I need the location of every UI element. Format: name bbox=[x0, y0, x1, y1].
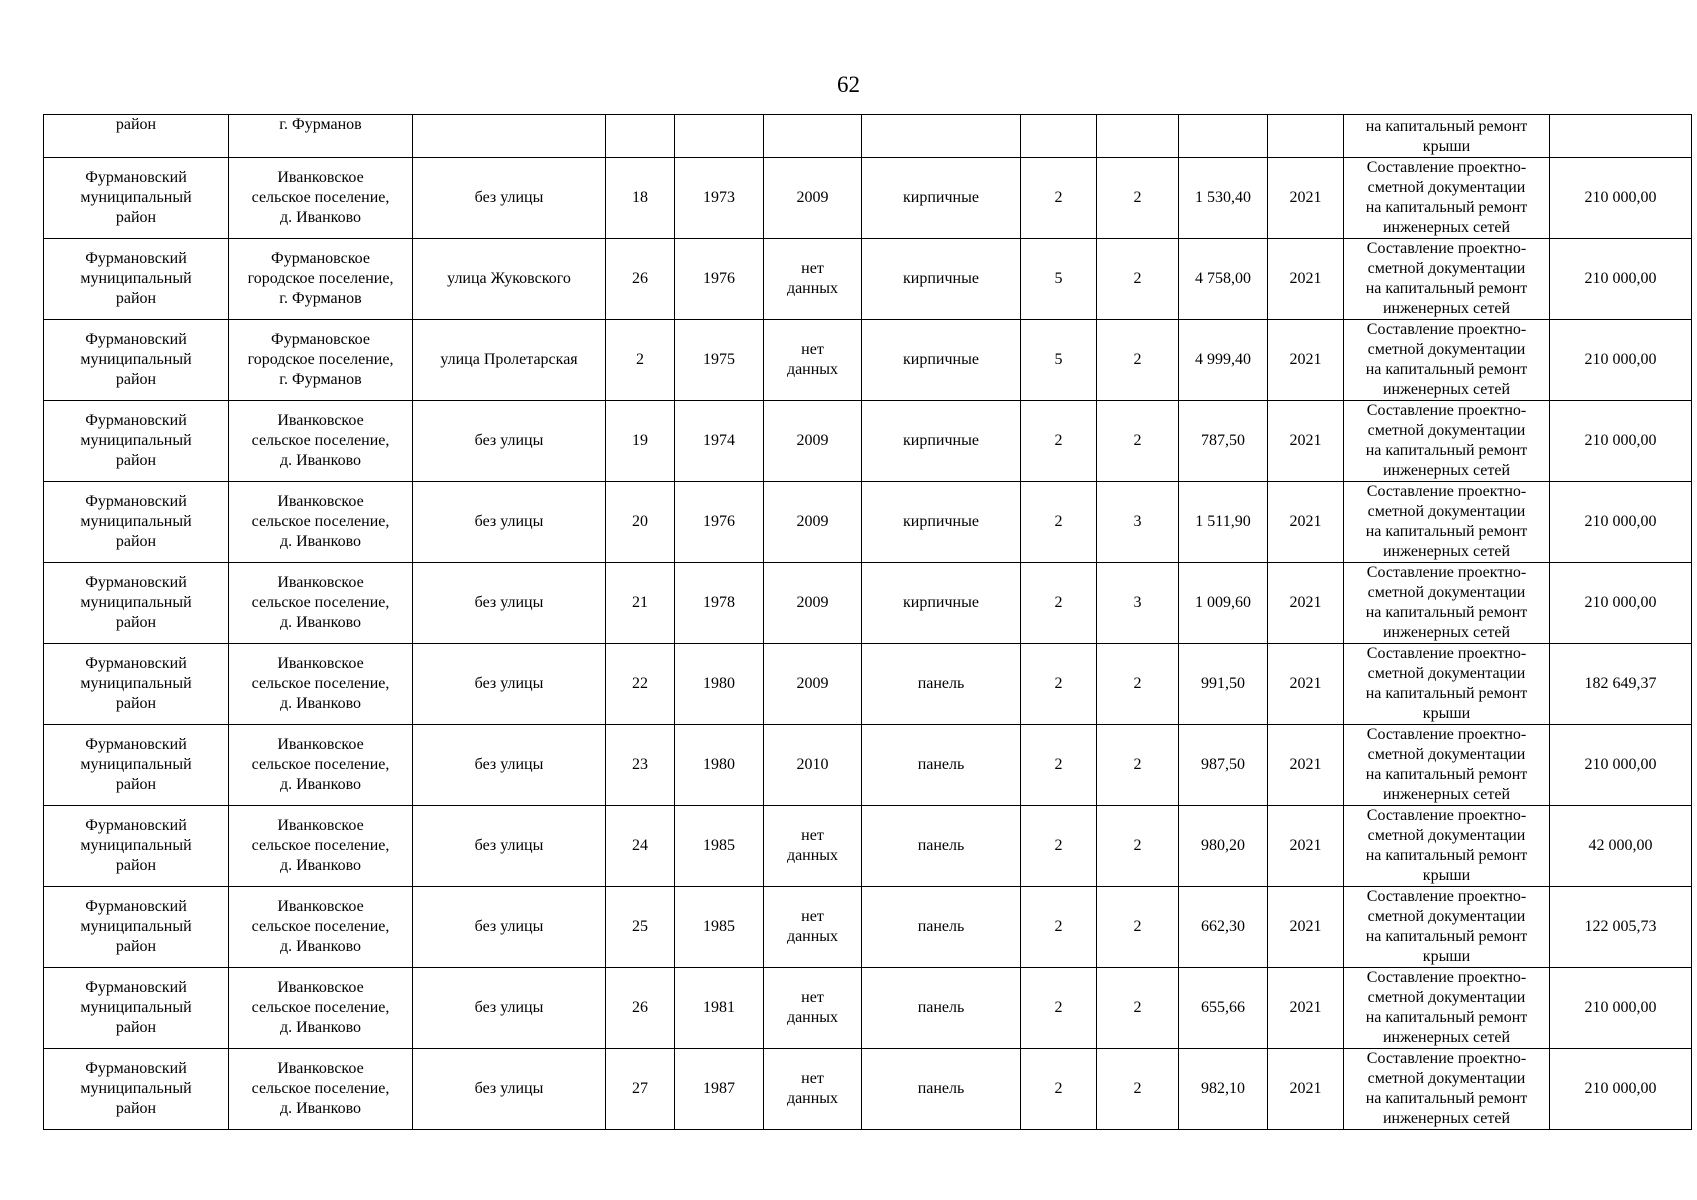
cell-walls: кирпичные bbox=[862, 158, 1021, 239]
cell-floors: 5 bbox=[1021, 239, 1097, 320]
cell-built: 1975 bbox=[675, 320, 764, 401]
cell-walls: панель bbox=[862, 1049, 1021, 1130]
cell-built: 1973 bbox=[675, 158, 764, 239]
table-row bbox=[44, 644, 1692, 725]
cell-cost: 182 649,37 bbox=[1550, 644, 1692, 725]
cell-walls: кирпичные bbox=[862, 482, 1021, 563]
cell-walls: панель bbox=[862, 968, 1021, 1049]
table-row bbox=[44, 401, 1692, 482]
cell-last-repair: 2010 bbox=[764, 725, 862, 806]
cell-settlement: Иванковское сельское поселение, д. Иванково bbox=[229, 563, 413, 644]
cell-year: 2021 bbox=[1268, 644, 1344, 725]
cell-cost: 210 000,00 bbox=[1550, 725, 1692, 806]
cell-street: без улицы bbox=[413, 806, 606, 887]
cell-year: 2021 bbox=[1268, 320, 1344, 401]
cell-area: 982,10 bbox=[1179, 1049, 1268, 1130]
cell-street: без улицы bbox=[413, 725, 606, 806]
cell-built: 1974 bbox=[675, 401, 764, 482]
cell-floors: 2 bbox=[1021, 401, 1097, 482]
cell-built: 1980 bbox=[675, 725, 764, 806]
cell-year: 2021 bbox=[1268, 158, 1344, 239]
cell-last-repair: нет данных bbox=[764, 806, 862, 887]
cell-year: 2021 bbox=[1268, 968, 1344, 1049]
cell-work: Составление проектно- сметной документации на капитальный ремонт инженерных сетей bbox=[1344, 563, 1550, 644]
cell-last-repair bbox=[764, 115, 862, 158]
cell-floors: 2 bbox=[1021, 968, 1097, 1049]
cell-settlement: Иванковское сельское поселение, д. Иванково bbox=[229, 1049, 413, 1130]
cell-district: Фурмановский муниципальный район bbox=[44, 887, 229, 968]
cell-floors: 2 bbox=[1021, 563, 1097, 644]
cell-district: Фурмановский муниципальный район bbox=[44, 968, 229, 1049]
cell-area: 987,50 bbox=[1179, 725, 1268, 806]
cell-year: 2021 bbox=[1268, 806, 1344, 887]
cell-district: Фурмановский муниципальный район bbox=[44, 320, 229, 401]
cell-last-repair: нет данных bbox=[764, 968, 862, 1049]
cell-area: 1 530,40 bbox=[1179, 158, 1268, 239]
housing-repair-table bbox=[43, 114, 1692, 1130]
cell-entrances: 2 bbox=[1097, 1049, 1179, 1130]
cell-work: Составление проектно- сметной документации на капитальный ремонт инженерных сетей bbox=[1344, 239, 1550, 320]
cell-settlement: г. Фурманов bbox=[229, 115, 413, 158]
cell-entrances: 2 bbox=[1097, 401, 1179, 482]
cell-floors: 2 bbox=[1021, 644, 1097, 725]
cell-last-repair: 2009 bbox=[764, 401, 862, 482]
cell-entrances bbox=[1097, 115, 1179, 158]
cell-entrances: 2 bbox=[1097, 725, 1179, 806]
cell-walls: кирпичные bbox=[862, 239, 1021, 320]
cell-floors: 2 bbox=[1021, 482, 1097, 563]
cell-built: 1981 bbox=[675, 968, 764, 1049]
cell-work: Составление проектно- сметной документации на капитальный ремонт инженерных сетей bbox=[1344, 1049, 1550, 1130]
cell-entrances: 3 bbox=[1097, 563, 1179, 644]
cell-walls bbox=[862, 115, 1021, 158]
cell-floors: 2 bbox=[1021, 1049, 1097, 1130]
cell-entrances: 2 bbox=[1097, 806, 1179, 887]
cell-work: Составление проектно- сметной документации на капитальный ремонт крыши bbox=[1344, 644, 1550, 725]
table-row bbox=[44, 320, 1692, 401]
cell-cost: 210 000,00 bbox=[1550, 239, 1692, 320]
cell-cost: 210 000,00 bbox=[1550, 1049, 1692, 1130]
cell-area: 1 009,60 bbox=[1179, 563, 1268, 644]
cell-street: без улицы bbox=[413, 482, 606, 563]
cell-district: район bbox=[44, 115, 229, 158]
table-row bbox=[44, 482, 1692, 563]
cell-area: 787,50 bbox=[1179, 401, 1268, 482]
cell-year: 2021 bbox=[1268, 725, 1344, 806]
cell-last-repair: нет данных bbox=[764, 239, 862, 320]
cell-work: Составление проектно- сметной документации на капитальный ремонт инженерных сетей bbox=[1344, 158, 1550, 239]
cell-area: 980,20 bbox=[1179, 806, 1268, 887]
cell-year: 2021 bbox=[1268, 1049, 1344, 1130]
cell-floors: 2 bbox=[1021, 725, 1097, 806]
cell-settlement: Иванковское сельское поселение, д. Иванково bbox=[229, 644, 413, 725]
cell-last-repair: нет данных bbox=[764, 887, 862, 968]
table-row bbox=[44, 239, 1692, 320]
cell-year: 2021 bbox=[1268, 482, 1344, 563]
cell-cost: 122 005,73 bbox=[1550, 887, 1692, 968]
cell-house: 26 bbox=[606, 968, 675, 1049]
cell-work: Составление проектно- сметной документации на капитальный ремонт крыши bbox=[1344, 887, 1550, 968]
cell-house: 24 bbox=[606, 806, 675, 887]
cell-house: 26 bbox=[606, 239, 675, 320]
cell-street: улица Пролетарская bbox=[413, 320, 606, 401]
table-row-continued bbox=[44, 115, 1692, 158]
table-row bbox=[44, 806, 1692, 887]
cell-house: 23 bbox=[606, 725, 675, 806]
cell-area: 4 758,00 bbox=[1179, 239, 1268, 320]
cell-entrances: 2 bbox=[1097, 644, 1179, 725]
table-row bbox=[44, 1049, 1692, 1130]
cell-street: улица Жуковского bbox=[413, 239, 606, 320]
cell-house: 20 bbox=[606, 482, 675, 563]
cell-walls: панель bbox=[862, 725, 1021, 806]
cell-house: 21 bbox=[606, 563, 675, 644]
cell-walls: панель bbox=[862, 644, 1021, 725]
cell-floors: 2 bbox=[1021, 887, 1097, 968]
cell-area: 4 999,40 bbox=[1179, 320, 1268, 401]
cell-house: 27 bbox=[606, 1049, 675, 1130]
cell-floors: 2 bbox=[1021, 158, 1097, 239]
cell-year bbox=[1268, 115, 1344, 158]
cell-settlement: Фурмановское городское поселение, г. Фурманов bbox=[229, 320, 413, 401]
cell-area bbox=[1179, 115, 1268, 158]
cell-area: 1 511,90 bbox=[1179, 482, 1268, 563]
cell-walls: кирпичные bbox=[862, 320, 1021, 401]
cell-district: Фурмановский муниципальный район bbox=[44, 239, 229, 320]
cell-entrances: 2 bbox=[1097, 320, 1179, 401]
cell-walls: кирпичные bbox=[862, 563, 1021, 644]
cell-area: 655,66 bbox=[1179, 968, 1268, 1049]
cell-last-repair: 2009 bbox=[764, 644, 862, 725]
cell-last-repair: 2009 bbox=[764, 158, 862, 239]
cell-work: Составление проектно- сметной документации на капитальный ремонт инженерных сетей bbox=[1344, 320, 1550, 401]
cell-cost: 210 000,00 bbox=[1550, 320, 1692, 401]
cell-work: Составление проектно- сметной документации на капитальный ремонт инженерных сетей bbox=[1344, 401, 1550, 482]
cell-year: 2021 bbox=[1268, 401, 1344, 482]
cell-district: Фурмановский муниципальный район bbox=[44, 1049, 229, 1130]
cell-district: Фурмановский муниципальный район bbox=[44, 563, 229, 644]
cell-last-repair: нет данных bbox=[764, 1049, 862, 1130]
cell-street bbox=[413, 115, 606, 158]
cell-street: без улицы bbox=[413, 1049, 606, 1130]
cell-walls: панель bbox=[862, 887, 1021, 968]
cell-house: 25 bbox=[606, 887, 675, 968]
cell-settlement: Иванковское сельское поселение, д. Иванково bbox=[229, 401, 413, 482]
cell-house bbox=[606, 115, 675, 158]
cell-entrances: 3 bbox=[1097, 482, 1179, 563]
cell-house: 2 bbox=[606, 320, 675, 401]
cell-district: Фурмановский муниципальный район bbox=[44, 644, 229, 725]
cell-settlement: Иванковское сельское поселение, д. Иванково bbox=[229, 806, 413, 887]
cell-built: 1987 bbox=[675, 1049, 764, 1130]
cell-built: 1976 bbox=[675, 239, 764, 320]
cell-built bbox=[675, 115, 764, 158]
cell-built: 1985 bbox=[675, 806, 764, 887]
cell-district: Фурмановский муниципальный район bbox=[44, 806, 229, 887]
cell-street: без улицы bbox=[413, 968, 606, 1049]
cell-entrances: 2 bbox=[1097, 887, 1179, 968]
cell-entrances: 2 bbox=[1097, 968, 1179, 1049]
table-row bbox=[44, 158, 1692, 239]
cell-house: 19 bbox=[606, 401, 675, 482]
cell-street: без улицы bbox=[413, 887, 606, 968]
table-row bbox=[44, 968, 1692, 1049]
cell-street: без улицы bbox=[413, 158, 606, 239]
page-number: 62 bbox=[837, 72, 860, 97]
cell-year: 2021 bbox=[1268, 887, 1344, 968]
cell-house: 18 bbox=[606, 158, 675, 239]
cell-work: Составление проектно- сметной документации на капитальный ремонт инженерных сетей bbox=[1344, 968, 1550, 1049]
cell-settlement: Иванковское сельское поселение, д. Иванково bbox=[229, 968, 413, 1049]
cell-year: 2021 bbox=[1268, 239, 1344, 320]
cell-district: Фурмановский муниципальный район bbox=[44, 401, 229, 482]
cell-entrances: 2 bbox=[1097, 158, 1179, 239]
cell-settlement: Иванковское сельское поселение, д. Иванково bbox=[229, 158, 413, 239]
cell-district: Фурмановский муниципальный район bbox=[44, 482, 229, 563]
table-row bbox=[44, 887, 1692, 968]
cell-street: без улицы bbox=[413, 563, 606, 644]
table-row bbox=[44, 563, 1692, 644]
cell-year: 2021 bbox=[1268, 563, 1344, 644]
cell-cost: 210 000,00 bbox=[1550, 563, 1692, 644]
table-row bbox=[44, 725, 1692, 806]
cell-cost: 210 000,00 bbox=[1550, 968, 1692, 1049]
cell-built: 1980 bbox=[675, 644, 764, 725]
cell-floors bbox=[1021, 115, 1097, 158]
cell-area: 991,50 bbox=[1179, 644, 1268, 725]
cell-cost: 42 000,00 bbox=[1550, 806, 1692, 887]
cell-cost: 210 000,00 bbox=[1550, 158, 1692, 239]
cell-district: Фурмановский муниципальный район bbox=[44, 725, 229, 806]
cell-floors: 5 bbox=[1021, 320, 1097, 401]
cell-built: 1985 bbox=[675, 887, 764, 968]
cell-cost: 210 000,00 bbox=[1550, 401, 1692, 482]
cell-settlement: Фурмановское городское поселение, г. Фурманов bbox=[229, 239, 413, 320]
cell-entrances: 2 bbox=[1097, 239, 1179, 320]
cell-last-repair: нет данных bbox=[764, 320, 862, 401]
cell-walls: панель bbox=[862, 806, 1021, 887]
cell-work: Составление проектно- сметной документации на капитальный ремонт инженерных сетей bbox=[1344, 725, 1550, 806]
cell-settlement: Иванковское сельское поселение, д. Иванково bbox=[229, 725, 413, 806]
cell-settlement: Иванковское сельское поселение, д. Иванково bbox=[229, 887, 413, 968]
cell-cost: 210 000,00 bbox=[1550, 482, 1692, 563]
cell-district: Фурмановский муниципальный район bbox=[44, 158, 229, 239]
cell-cost bbox=[1550, 115, 1692, 158]
cell-last-repair: 2009 bbox=[764, 563, 862, 644]
cell-work: Составление проектно- сметной документации на капитальный ремонт крыши bbox=[1344, 806, 1550, 887]
cell-area: 662,30 bbox=[1179, 887, 1268, 968]
cell-house: 22 bbox=[606, 644, 675, 725]
cell-work: на капитальный ремонт крыши bbox=[1344, 115, 1550, 158]
cell-built: 1978 bbox=[675, 563, 764, 644]
cell-settlement: Иванковское сельское поселение, д. Иванково bbox=[229, 482, 413, 563]
cell-built: 1976 bbox=[675, 482, 764, 563]
cell-last-repair: 2009 bbox=[764, 482, 862, 563]
cell-street: без улицы bbox=[413, 401, 606, 482]
cell-work: Составление проектно- сметной документации на капитальный ремонт инженерных сетей bbox=[1344, 482, 1550, 563]
cell-street: без улицы bbox=[413, 644, 606, 725]
cell-walls: кирпичные bbox=[862, 401, 1021, 482]
cell-floors: 2 bbox=[1021, 806, 1097, 887]
